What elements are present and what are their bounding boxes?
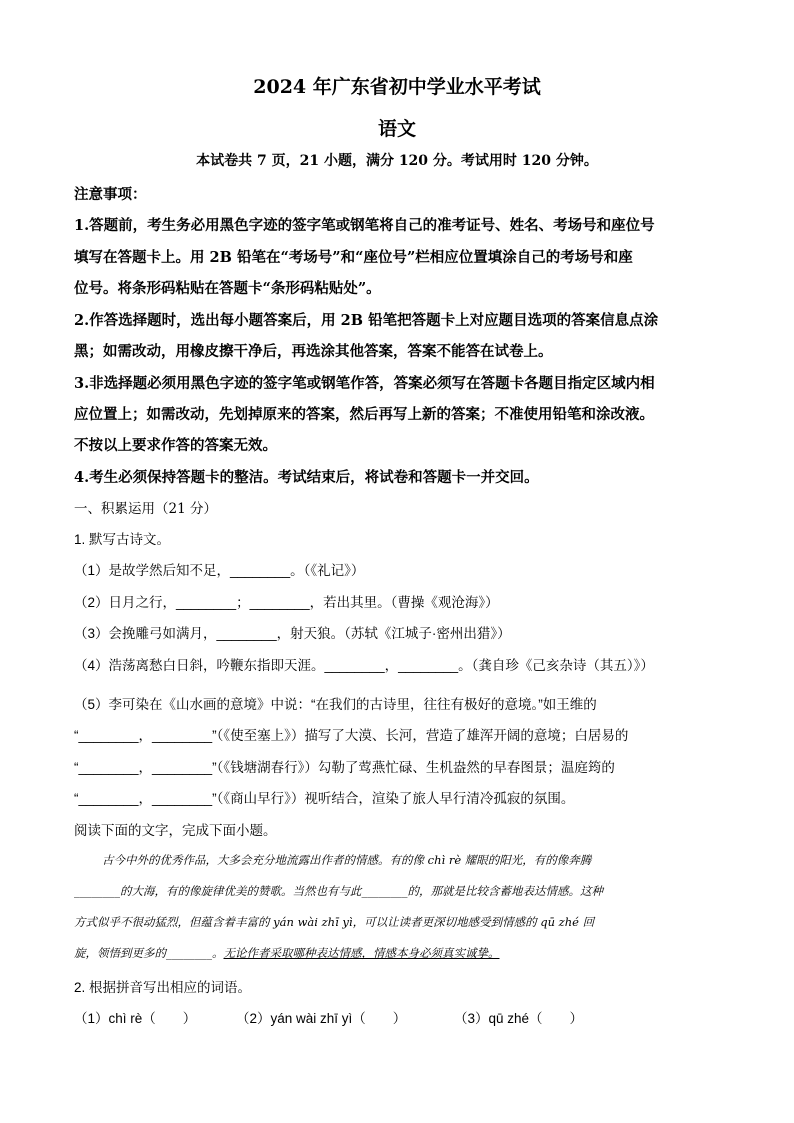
question-2-item: （1）chì rè（ ） — [74, 1011, 197, 1026]
passage-line: 古今中外的优秀作品，大多会充分地流露出作者的情感。有的像 chì rè 耀眼的阳光，有的像奔腾 — [102, 853, 592, 867]
subject-title: 语文 — [377, 118, 416, 140]
question-1-item: “________，________”（《钱塘湖春行》）勾勒了莺燕忙碌、生机盎然的早春图景；温庭筠的 — [74, 760, 615, 775]
question-2-item: （3）qū zhé（ ） — [454, 1011, 584, 1026]
notice-line: 2.作答选择题时，选出每小题答案后，用 2B 铅笔把答题卡上对应题目选项的答案信息点涂 — [74, 312, 659, 329]
notice-line: 不按以上要求作答的答案无效。 — [74, 437, 277, 454]
question-1-item: “________，________”（《商山早行》）视听结合，渲染了旅人早行清冷孤寂的氛围。 — [74, 791, 575, 806]
question-1-title: 1. 默写古诗文。 — [74, 532, 171, 547]
question-1-item: （3）会挽雕弓如满月，________，射天狼。（苏轼《江城子·密州出猎》） — [74, 626, 511, 641]
exam-info: 本试卷共 7 页，21 小题，满分 120 分。考试用时 120 分钟。 — [196, 153, 598, 169]
passage-line — [74, 945, 500, 961]
reading-instruction: 阅读下面的文字，完成下面小题。 — [74, 823, 277, 838]
question-1-item: （1）是故学然后知不足，________。（《礼记》） — [74, 563, 365, 578]
passage-line: ________的大海，有的像旋律优美的赞歌。当然也有与此________的，那就是比较含蓄地表达情感。这种 — [74, 884, 603, 898]
passage-text: 旋，领悟到更多的________。 — [74, 946, 224, 960]
notice-line: 填写在答题卡上。用 2B 铅笔在“考场号”和“座位号”栏相应位置填涂自己的考场号和座 — [74, 249, 633, 266]
question-1-item: （4）浩荡离愁白日斜，吟鞭东指即天涯。________，________。（龚自珍《己亥杂诗（其五）》） — [74, 658, 654, 673]
passage-line: 方式似乎不很动猛烈，但蕴含着丰富的 yán wài zhī yì，可以让读者更深切地感受到情感的 qū zhé 回 — [74, 915, 595, 929]
exam-title: 2024 年广东省初中学业水平考试 — [253, 76, 541, 98]
notice-line: 3.非选择题必须用黑色字迹的签字笔或钢笔作答，答案必须写在答题卡各题目指定区域内相 — [74, 375, 655, 392]
notice-line: 4.考生必须保持答题卡的整洁。考试结束后，将试卷和答题卡一并交回。 — [74, 469, 539, 486]
notice-line: 位号。将条形码粘贴在答题卡“条形码粘贴处”。 — [74, 280, 381, 297]
notice-line: 黑；如需改动，用橡皮擦干净后，再选涂其他答案，答案不能答在试卷上。 — [74, 343, 553, 360]
notice-line: 1.答题前，考生务必用黑色字迹的签字笔或钢笔将自己的准考证号、姓名、考场号和座位号 — [74, 217, 655, 234]
underlined-sentence: 无论作者采取哪种表达情感，情感本身必须真实诚挚。 — [223, 946, 500, 960]
notice-line: 应位置上；如需改动，先划掉原来的答案，然后再写上新的答案；不准使用铅笔和涂改液。 — [74, 406, 654, 423]
notice-heading: 注意事项： — [74, 186, 147, 203]
question-1-item: （5）李可染在《山水画的意境》中说：“在我们的古诗里，往往有极好的意境。”如王维的 — [74, 697, 597, 712]
question-1-item: “________，________”（《使至塞上》）描写了大漠、长河，营造了雄浑开阔的意境；白居易的 — [74, 728, 629, 743]
question-1-item: （2）日月之行，________；________，若出其里。（曹操《观沧海》） — [74, 595, 499, 610]
question-2-item: （2）yán wài zhī yì（ ） — [236, 1011, 407, 1026]
section-heading: 一、积累运用（21 分） — [74, 501, 217, 517]
question-2-title: 2. 根据拼音写出相应的词语。 — [74, 980, 252, 995]
